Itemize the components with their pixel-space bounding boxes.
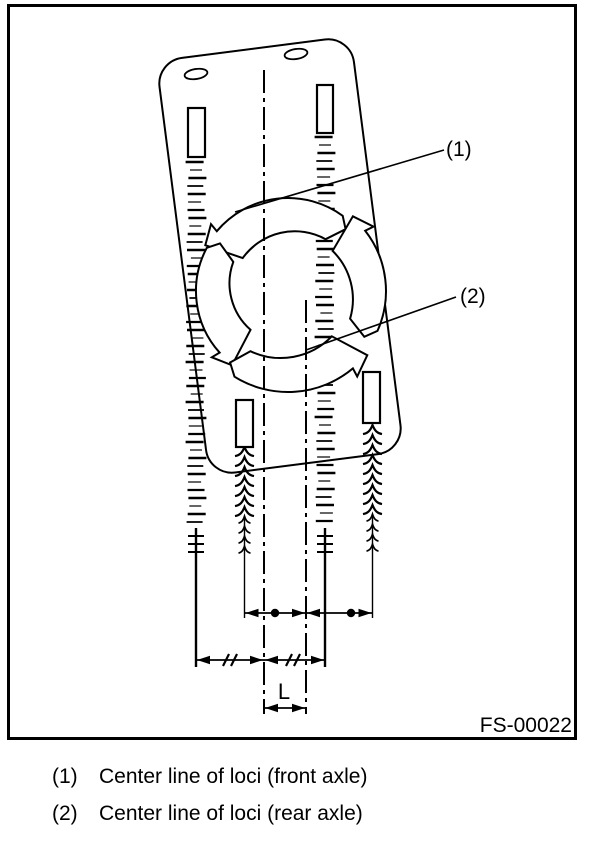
legend-item-number: (1) bbox=[52, 765, 78, 788]
legend-item-rear-axle bbox=[52, 801, 367, 826]
legend-item-text: Center line of loci (front axle) bbox=[99, 765, 368, 788]
equal-length-dot bbox=[347, 609, 355, 617]
callout-1-label: (1) bbox=[446, 138, 472, 161]
equal-length-dot bbox=[271, 609, 279, 617]
legend-item-text: Center line of loci (rear axle) bbox=[99, 802, 363, 825]
callout-2-label: (2) bbox=[460, 285, 486, 308]
figure-code: FS-00022 bbox=[479, 714, 572, 737]
legend-item-front-axle bbox=[52, 764, 367, 789]
dimension-L-label: L bbox=[277, 679, 291, 704]
wheel-patch-rear-right bbox=[363, 372, 380, 423]
wheel-patch-rear-left bbox=[236, 400, 253, 447]
wheel-patch-front-left bbox=[188, 108, 205, 157]
figure-legend bbox=[52, 764, 367, 838]
legend-item-number: (2) bbox=[52, 802, 78, 825]
wheel-patch-front-right bbox=[317, 85, 333, 133]
